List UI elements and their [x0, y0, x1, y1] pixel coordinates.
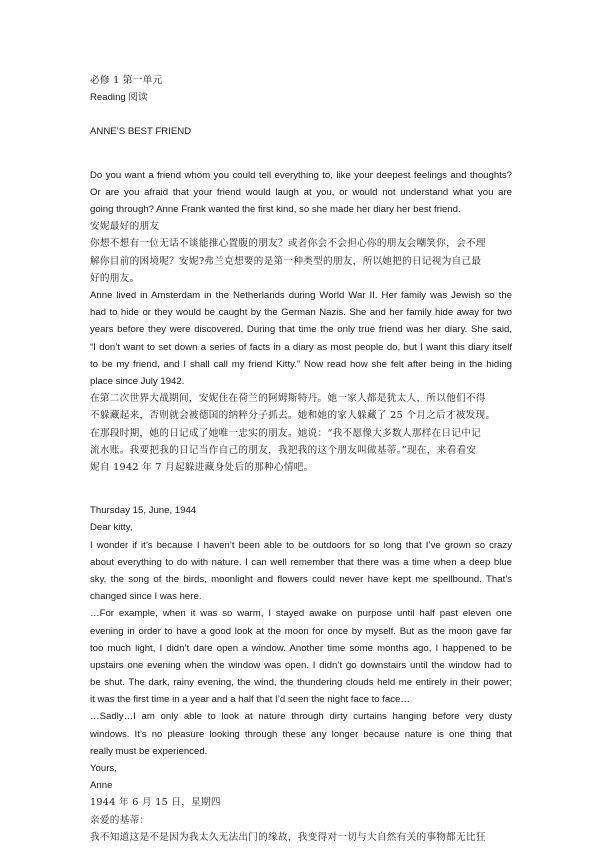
- text-line: 流水账。我要把我的日记当作自己的朋友，我把我的这个朋友叫做基蒂。”现在，来看看安: [90, 444, 477, 456]
- text-line: Or are you afraid that your friend would laugh at you, or would not understand what you are: [90, 186, 512, 198]
- text-line: years before they were discovered. During that time the only true friend was her diary. She said,: [90, 324, 512, 336]
- text-line: 不躲藏起来，否则就会被德国的纳粹分子抓去。她和她的家人躲藏了 25 个月之后才被发现。: [90, 410, 496, 422]
- text-line: had to hide or they would be caught by the German Nazis. She and her family hide away for two: [90, 307, 512, 319]
- intro-paragraph-en: [90, 167, 512, 219]
- background-paragraph-cn: [90, 390, 512, 476]
- intro-paragraph-cn: [90, 235, 512, 287]
- text-line: 在那段时期，她的日记成了她唯一忠实的朋友。她说：“我不愿像大多数人那样在日记中记: [90, 427, 482, 439]
- text-line: going through? Anne Frank wanted the first kind, so she made her diary her best friend.: [90, 203, 461, 215]
- chinese-diary-date: 1944 年 6 月 15 日，星期四: [90, 797, 221, 809]
- text-line: windows. It’s no pleasure looking through these any longer because nature is one thing that: [90, 728, 512, 740]
- diary-paragraph-2: [90, 605, 512, 708]
- text-line: Do you want a friend whom you could tell everything to, like your deepest feelings and thoughts?: [90, 169, 512, 181]
- text-line: upstairs one evening when the window was open. I didn’t go downstairs until the window had to: [90, 659, 512, 671]
- text-line: evening in order to have a good look at the moon for once by myself. But as the moon gave far: [90, 625, 512, 637]
- text-line: really must be experienced.: [90, 745, 208, 757]
- text-line: 妮自 1942 年 7 月起躲进藏身处后的那种心情吧。: [90, 461, 314, 473]
- text-line: 你想不想有一位无话不谈能推心置腹的朋友？或者你会不会担心你的朋友会嘲笑你，会不理: [90, 238, 486, 250]
- unit-heading: 必修 1 第一单元: [90, 75, 163, 86]
- text-line: sky, the song of the birds, moonlight and flowers could never have kept me spellbound. That’s: [90, 573, 512, 585]
- text-line: be shut. The dark, rainy evening, the wind, the thundering clouds held me entirely in their power;: [90, 677, 512, 689]
- diary-date: Thursday 15, June, 1944: [90, 505, 197, 517]
- text-line: Anne lived in Amsterdam in the Netherlands during World War II. Her family was Jewish so the: [90, 290, 512, 301]
- text-line: to be my friend, and I shall call my friend Kitty.” Now read how she felt after being in the hiding: [90, 358, 512, 370]
- chinese-diary-greeting: 亲爱的基蒂：: [90, 814, 150, 826]
- text-line: place since July 1942.: [90, 375, 185, 387]
- chinese-diary-line: 我不知道这是不是因为我太久无法出门的缘故，我变得对一切与大自然有关的事物都无比狂: [90, 831, 486, 843]
- section-heading: [90, 89, 512, 106]
- text-line: …For example, when it was so warm, I stayed awake on purpose until half past eleven one: [90, 608, 512, 620]
- diary-closing: Yours,: [90, 763, 117, 775]
- diary-greeting: Dear kitty,: [90, 522, 133, 534]
- diary-paragraph-3: [90, 708, 512, 760]
- diary-paragraph-1: [90, 537, 512, 606]
- text-line: changed since I was here.: [90, 591, 202, 603]
- text-line: 好的朋友。: [90, 272, 140, 284]
- diary-signature: Anne: [90, 780, 113, 792]
- text-line: “I don’t want to set down a series of facts in a diary as most people do, but I want this diary itself: [90, 341, 512, 353]
- section-label: Reading 阅读: [90, 92, 148, 104]
- text-line: I wonder if it’s because I haven’t been able to be outdoors for so long that I’ve grown so crazy: [90, 539, 512, 551]
- text-line: it was the first time in a year and a half that I’d seen the night face to face…: [90, 694, 410, 706]
- text-line: about everything to do with nature. I can well remember that there was a time when a deep blue: [90, 556, 512, 568]
- background-paragraph-en: [90, 287, 512, 390]
- article-title: ANNE’S BEST FRIEND: [90, 126, 192, 138]
- text-line: 解你目前的困境呢？安妮?弗兰克想要的是第一种类型的朋友，所以她把的日记视为自己最: [90, 255, 482, 267]
- chinese-title: 安妮最好的朋友: [90, 221, 160, 233]
- text-line: too much light, I didn’t dare open a window. Another time some months ago, I happened to be: [90, 642, 512, 654]
- text-line: 在第二次世界大战期间，安妮住在荷兰的阿姆斯特丹。她一家人都是犹太人，所以他们不得: [90, 393, 486, 405]
- text-line: …Sadly…I am only able to look at nature through dirty curtains hanging before very dusty: [90, 711, 512, 723]
